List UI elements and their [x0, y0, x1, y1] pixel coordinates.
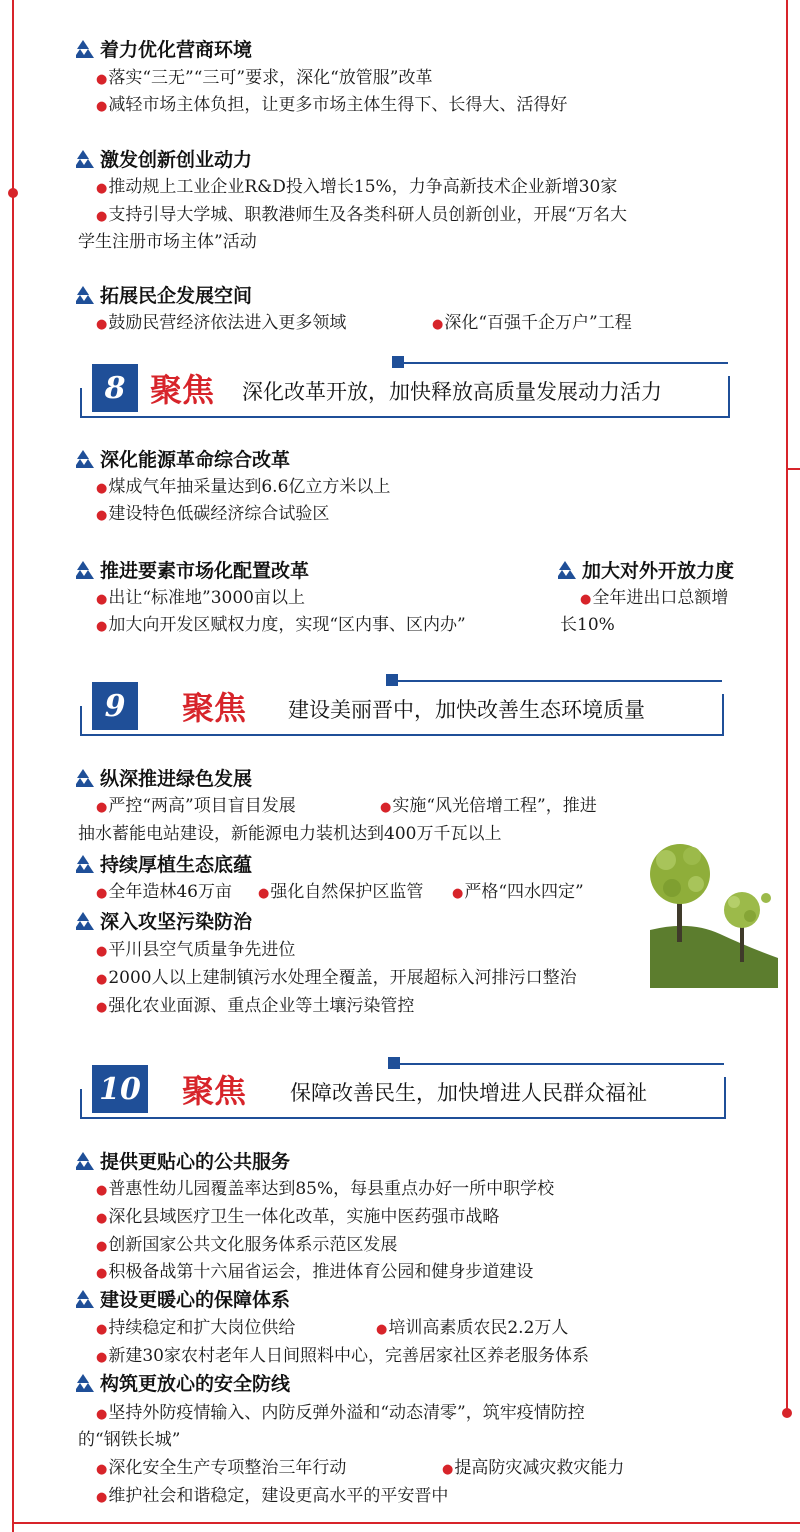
- section-heading: 纵深推进绿色发展: [76, 767, 252, 791]
- list-item: ●2000人以上建制镇污水处理全覆盖，开展超标入河排污口整治: [96, 968, 577, 988]
- frame-line-right-bottom: [786, 470, 788, 1410]
- triangle-cluster-icon: [76, 450, 98, 468]
- section-heading: 推进要素市场化配置改革: [76, 559, 309, 583]
- red-dot-icon: ●: [96, 1350, 108, 1365]
- red-dot-icon: ●: [452, 886, 464, 901]
- list-item: ●严控“两高”项目盲目发展: [96, 796, 296, 816]
- red-dot-icon: ●: [96, 181, 108, 196]
- section-heading: 建设更暖心的保障体系: [76, 1288, 290, 1312]
- banner-number: 10: [92, 1065, 148, 1113]
- list-item: ●全年造林46万亩: [96, 882, 232, 902]
- red-dot-icon: ●: [442, 1462, 454, 1477]
- red-dot-icon: ●: [96, 317, 108, 332]
- triangle-cluster-icon: [76, 561, 98, 579]
- list-item: ●实施“风光倍增工程”，推进: [380, 796, 597, 816]
- red-dot-icon: ●: [580, 592, 592, 607]
- list-item-continuation: 学生注册市场主体”活动: [78, 232, 257, 252]
- red-dot-icon: ●: [96, 1490, 108, 1505]
- list-item: ●平川县空气质量争先进位: [96, 940, 296, 960]
- banner-number: 9: [92, 682, 138, 730]
- banner-title: 建设美丽晋中，加快改善生态环境质量: [288, 698, 645, 722]
- triangle-cluster-icon: [76, 1374, 98, 1392]
- list-item: ●新建30家农村老年人日间照料中心，完善居家社区养老服务体系: [96, 1346, 589, 1366]
- frame-line-right-top: [786, 0, 788, 470]
- banner-top-line: [398, 362, 728, 364]
- red-dot-icon: ●: [96, 1000, 108, 1015]
- red-dot-icon: ●: [96, 209, 108, 224]
- list-item: ●积极备战第十六届省运会，推进体育公园和健身步道建设: [96, 1262, 534, 1282]
- banner-number: 8: [92, 364, 138, 412]
- frame-line-right-step: [786, 468, 800, 470]
- triangle-cluster-icon: [76, 286, 98, 304]
- section-heading: 提供更贴心的公共服务: [76, 1150, 290, 1174]
- list-item: ●提高防灾减灾救灾能力: [442, 1458, 625, 1478]
- red-dot-icon: ●: [96, 886, 108, 901]
- banner-left-line: [80, 1089, 82, 1119]
- section-heading: 深化能源革命综合改革: [76, 448, 290, 472]
- list-item: ●深化“百强千企万户”工程: [432, 313, 632, 333]
- list-item: ●加大向开发区赋权力度，实现“区内事、区内办”: [96, 615, 466, 635]
- frame-dot-right: [782, 1408, 792, 1418]
- list-item: ●全年进出口总额增: [580, 588, 729, 608]
- red-dot-icon: ●: [96, 1322, 108, 1337]
- triangle-cluster-icon: [76, 1152, 98, 1170]
- list-item: ●强化自然保护区监管: [258, 882, 424, 902]
- red-dot-icon: ●: [96, 481, 108, 496]
- list-item: ●建设特色低碳经济综合试验区: [96, 504, 330, 524]
- list-item: ●落实“三无”“三可”要求，深化“放管服”改革: [96, 68, 433, 88]
- focus-banner-8: [82, 370, 730, 418]
- red-dot-icon: ●: [96, 99, 108, 114]
- red-dot-icon: ●: [96, 1211, 108, 1226]
- frame-line-bottom: [12, 1522, 800, 1524]
- triangle-cluster-icon: [76, 769, 98, 787]
- list-item: ●深化县域医疗卫生一体化改革，实施中医药强市战略: [96, 1207, 500, 1227]
- list-item: ●鼓励民营经济依法进入更多领域: [96, 313, 347, 333]
- red-dot-icon: ●: [96, 72, 108, 87]
- red-dot-icon: ●: [258, 886, 270, 901]
- focus-banner-9: [82, 688, 724, 736]
- red-dot-icon: ●: [96, 1407, 108, 1422]
- list-item-continuation: 抽水蓄能电站建设，新能源电力装机达到400万千瓦以上: [78, 824, 502, 844]
- banner-top-line: [392, 680, 722, 682]
- red-dot-icon: ●: [432, 317, 444, 332]
- banner-square: [392, 356, 404, 368]
- list-item: ●煤成气年抽采量达到6.6亿立方米以上: [96, 477, 391, 497]
- triangle-cluster-icon: [76, 855, 98, 873]
- red-dot-icon: ●: [96, 944, 108, 959]
- focus-banner-10: [82, 1071, 726, 1119]
- banner-focus-label: 聚焦: [182, 689, 247, 727]
- frame-line-left-bottom: [12, 192, 14, 1532]
- banner-square: [386, 674, 398, 686]
- banner-title: 保障改善民生，加快增进人民群众福祉: [290, 1081, 647, 1105]
- list-item: ●减轻市场主体负担，让更多市场主体生得下、长得大、活得好: [96, 95, 568, 115]
- section-heading: 激发创新创业动力: [76, 148, 252, 172]
- list-item: ●强化农业面源、重点企业等土壤污染管控: [96, 996, 415, 1016]
- section-heading: 持续厚植生态底蕴: [76, 853, 252, 877]
- list-item: ●创新国家公共文化服务体系示范区发展: [96, 1235, 398, 1255]
- red-dot-icon: ●: [96, 508, 108, 523]
- triangle-cluster-icon: [76, 1290, 98, 1308]
- section-heading: 构筑更放心的安全防线: [76, 1372, 290, 1396]
- frame-line-left-top: [12, 0, 14, 192]
- list-item: ●出让“标准地”3000亩以上: [96, 588, 305, 608]
- banner-left-line: [80, 388, 82, 418]
- list-item: ●维护社会和谐稳定，建设更高水平的平安晋中: [96, 1486, 449, 1506]
- list-item: ●严格“四水四定”: [452, 882, 584, 902]
- banner-title: 深化改革开放，加快释放高质量发展动力活力: [242, 380, 662, 404]
- triangle-cluster-icon: [76, 150, 98, 168]
- red-dot-icon: ●: [96, 972, 108, 987]
- banner-left-line: [80, 706, 82, 736]
- red-dot-icon: ●: [380, 800, 392, 815]
- tree-illustration: [650, 838, 778, 988]
- list-item: ●坚持外防疫情输入、内防反弹外溢和“动态清零”，筑牢疫情防控: [96, 1403, 585, 1423]
- triangle-cluster-icon: [76, 40, 98, 58]
- red-dot-icon: ●: [96, 800, 108, 815]
- red-dot-icon: ●: [96, 1183, 108, 1198]
- triangle-cluster-icon: [558, 561, 580, 579]
- list-item-continuation: 的“钢铁长城”: [78, 1430, 181, 1450]
- list-item: ●持续稳定和扩大岗位供给: [96, 1318, 296, 1338]
- banner-focus-label: 聚焦: [182, 1072, 247, 1110]
- list-item: ●支持引导大学城、职教港师生及各类科研人员创新创业，开展“万名大: [96, 205, 628, 225]
- banner-focus-label: 聚焦: [150, 371, 215, 409]
- banner-top-line: [394, 1063, 724, 1065]
- list-item: ●普惠性幼儿园覆盖率达到85%，每县重点办好一所中职学校: [96, 1179, 555, 1199]
- list-item-continuation: 长10%: [560, 615, 615, 635]
- banner-square: [388, 1057, 400, 1069]
- list-item: ●培训高素质农民2.2万人: [376, 1318, 569, 1338]
- red-dot-icon: ●: [96, 592, 108, 607]
- red-dot-icon: ●: [96, 1266, 108, 1281]
- red-dot-icon: ●: [96, 619, 108, 634]
- section-heading: 加大对外开放力度: [558, 559, 734, 583]
- list-item: ●推动规上工业企业R&D投入增长15%，力争高新技术企业新增30家: [96, 177, 618, 197]
- list-item: ●深化安全生产专项整治三年行动: [96, 1458, 347, 1478]
- triangle-cluster-icon: [76, 912, 98, 930]
- red-dot-icon: ●: [96, 1239, 108, 1254]
- red-dot-icon: ●: [96, 1462, 108, 1477]
- red-dot-icon: ●: [376, 1322, 388, 1337]
- section-heading: 深入攻坚污染防治: [76, 910, 252, 934]
- section-heading: 着力优化营商环境: [76, 38, 252, 62]
- section-heading: 拓展民企发展空间: [76, 284, 252, 308]
